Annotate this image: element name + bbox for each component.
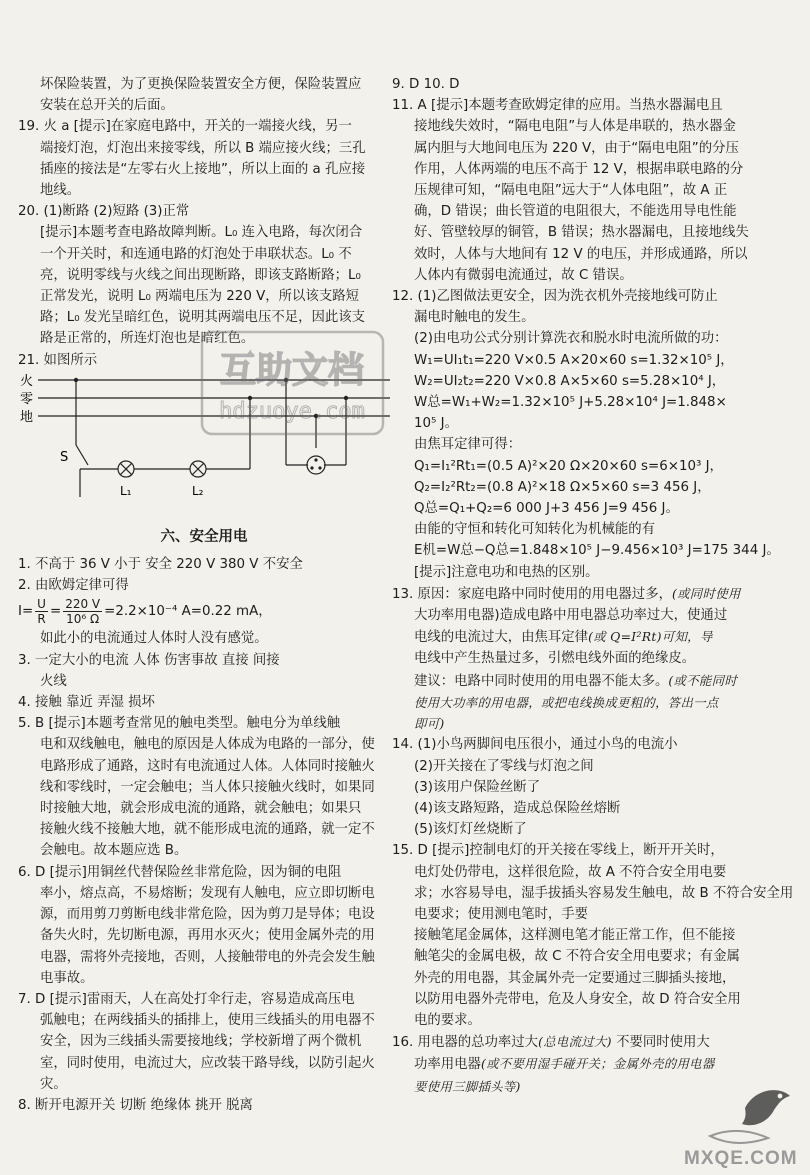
answer-13-line: 电线中产生热量过多，引燃电线外面的绝缘皮。 [414, 651, 696, 667]
left-column [18, 74, 390, 1116]
eq-suffix: =2.2×10⁻⁴ A=0.22 mA， [104, 604, 272, 620]
eq-mid: = [49, 604, 62, 620]
answer-14-line: 14. (1)小鸟两脚间电压很小，通过小鸟的电流小 [392, 737, 678, 753]
answer-20-line: 20. (1)断路 (2)短路 (3)正常 [18, 204, 190, 220]
answer-16-line [392, 1031, 796, 1053]
answer-s5-line: 电路形成了通路，这时有电流通过人体。人体同时接触火 [40, 758, 375, 774]
answer-12-line: (2)由电功公式分别计算洗衣和脱水时电流所做的功： [414, 331, 728, 347]
answer-12-line: 由能的守恒和转化可知转化为机械能的有 [414, 522, 656, 538]
answer-12-line: Q₂=I₂²Rt₂=(0.8 A)²×18 Ω×5×60 s=3 456 J， [414, 479, 711, 495]
handwritten-note: (或同时使用 [671, 585, 741, 601]
corner-logo-text: MXQE.COM [684, 1148, 798, 1169]
answer-11-line: 人体内有微弱电流通过，故 C 错误。 [414, 267, 633, 283]
answer-13-line [392, 626, 796, 648]
answer-s4: 4. 接触 靠近 弄湿 损坏 [18, 695, 155, 711]
answer-14-line: (2)开关接在了零线与灯泡之间 [414, 758, 594, 774]
answer-14-line: (5)该灯灯丝烧断了 [414, 822, 527, 838]
answer-11-line: 压规律可知，“隔电电阻”远大于“人体电阻”，故 A 正 [414, 183, 728, 199]
answer-s7-line: 弧触电；在两线插头的插排上，使用三线插头的用电器不 [40, 1013, 375, 1029]
answer-s2-intro: 2. 由欧姆定律可得 [18, 578, 129, 594]
answer-12-line: W₂=UI₂t₂=220 V×0.8 A×5×60 s=5.28×10⁴ J， [414, 373, 726, 389]
answer-20-line: 路；L₀ 发光呈暗红色，说明其两端电压不足，因此该支 [40, 310, 366, 326]
answer-14-line: (3)该用户保险丝断了 [414, 779, 541, 795]
answer-15-line: 接触笔尾金属体，这样测电笔才能正常工作，但不能接 [414, 928, 736, 944]
socket-icon [307, 456, 325, 474]
lamp-l1-icon [118, 461, 134, 477]
answer-12-line: W总=W₁+W₂=1.32×10⁵ J+5.28×10⁴ J=1.848× [414, 395, 727, 411]
answer-13-handwritten: 即可) [414, 716, 445, 732]
answer-9-10: 9. D 10. D [392, 77, 460, 92]
answer-13-handwritten: 使用大功率的用电器，或把电线换成更粗的，答出一点 [414, 694, 719, 710]
answer-20-line: 路是正常的，所连灯泡也是暗红色。 [40, 331, 255, 347]
handwritten-note: (或不要用湿手碰开关；金属外壳的用电器 [480, 1056, 715, 1072]
right-column [392, 74, 796, 1097]
answer-15-line: 电的要求。 [414, 1012, 481, 1028]
fraction-numerator: 220 V [65, 596, 101, 611]
answer-s7-line: 7. D [提示]雷雨天，人在高处打伞行走，容易造成高压电 [18, 991, 355, 1007]
answer-14-line: (4)该支路短路，造成总保险丝熔断 [414, 800, 621, 816]
answer-15-line: 外壳的用电器，其金属外壳一定要通过三脚插头接地， [414, 970, 736, 986]
watermark-cn-text: 互助文档 [219, 350, 365, 391]
answer-13-line: 大功率用电器)造成电路中用电器总功率过大，使通过 [414, 608, 728, 624]
answer-21-label: 21. 如图所示 [18, 352, 98, 368]
answer-12-line: [提示]注意电功和电热的区别。 [414, 564, 599, 580]
answer-s6-line: 6. D [提示]用铜丝代替保险丝非常危险，因为铜的电阻 [18, 864, 342, 880]
eq-prefix: I= [18, 604, 34, 620]
text-run: 功率用电器 [414, 1057, 481, 1073]
text-run: 不要同时使用大 [611, 1035, 710, 1051]
ground-wire-label: 地 [20, 409, 34, 425]
answer-20-line: 一个开关时，和连通电路的灯泡处于串联状态。L₀ 不 [40, 246, 352, 262]
answer-12-line: 由焦耳定律可得： [414, 437, 522, 453]
fraction-values [63, 597, 102, 626]
fire-wire-label: 火 [20, 373, 34, 389]
switch-blade [76, 445, 88, 465]
answer-s5-line: 5. B [提示]本题考查常见的触电类型。触电分为单线触 [18, 716, 341, 732]
answer-15-line: 求；水容易导电，湿手拔插头容易发生触电，故 B 不符合安全用电要求；使用测电笔时，手要 [414, 885, 794, 922]
answer-11-line: 作用，人体两端的电压不高于 12 V，根据串联电路的分 [414, 161, 744, 177]
answer-s2-equation [18, 596, 390, 628]
watermark-svg [200, 330, 385, 436]
fraction-denominator: 10⁶ Ω [66, 611, 100, 626]
answer-s6-line: 率小，熔点高，不易熔断；发现有人触电，应立即切断电 [40, 885, 375, 901]
text-run: 16. 用电器的总功率过大 [392, 1035, 539, 1051]
section-title: 六、安全用电 [160, 528, 248, 545]
answer-s6-line: 源，而用剪刀剪断电线非常危险，因为剪刀是导体；电设 [40, 907, 375, 923]
answer-20-line: 正常发光，说明 L₀ 两端电压为 220 V，所以该支路短 [40, 289, 359, 305]
answer-11-line: 效时，人体与大地间有 12 V 的电压，并形成通路，所以 [414, 246, 748, 262]
answer-19-line: 19. 火 a [提示]在家庭电路中，开关的一端接火线，另一 [18, 119, 352, 135]
answer-s8: 8. 断开电源开关 切断 绝缘体 挑开 脱离 [18, 1097, 253, 1113]
answer-s5-line: 线和零线时，一定会触电；当人体只接触火线时，如果同 [40, 779, 375, 795]
answer-s5-line: 会触电。故本题应选 B。 [40, 843, 188, 859]
zero-wire-label: 零 [20, 391, 34, 407]
answer-s3-line: 3. 一定大小的电流 人体 伤害事故 直接 间接 [18, 652, 280, 668]
answer-12-line: E机=W总−Q总=1.848×10⁵ J−9.456×10³ J=175 344 J。 [414, 543, 780, 559]
answer-19-line: 地线。 [40, 183, 81, 199]
answer-12-line: 12. (1)乙图做法更安全，因为洗衣机外壳接地线可防止 [392, 289, 718, 305]
answer-11-line: 接地线失效时，“隔电电阻”与人体是串联的，热水器金 [414, 119, 736, 135]
answer-15-line: 电灯处仍带电，这样很危险，故 A 不符合安全用电要 [414, 864, 727, 880]
answer-s5-line: 接触火线不接触大地，就不能形成电流的通路，就一定不 [40, 822, 375, 838]
answer-12-line: 漏电时触电的发生。 [414, 310, 535, 326]
answer-11-line: 好、管壁较厚的铜管，B 错误；热水器漏电，且接地线失 [414, 225, 749, 241]
answer-13-line [392, 670, 796, 692]
text-run: 13. 原因：家庭电路中同时使用的用电器过多， [392, 586, 672, 602]
answer-12-line: Q₁=I₁²Rt₁=(0.5 A)²×20 Ω×20×60 s=6×10³ J， [414, 458, 723, 474]
answer-s5-line: 时接触大地，就会形成电流的通路，就会触电；如果只 [40, 801, 362, 817]
answer-20-line: [提示]本题考查电路故障判断。L₀ 连入电路，每次闭合 [40, 225, 363, 241]
answer-12-line: Q总=Q₁+Q₂=6 000 J+3 456 J=9 456 J。 [414, 501, 679, 517]
answer-11-line: 确，D 错误；曲长管道的电阻很大，不能选用导电性能 [414, 204, 737, 220]
answer-s6-line: 电事故。 [40, 970, 94, 986]
answer-11-line: 11. A [提示]本题考查欧姆定律的应用。当热水器漏电且 [392, 98, 723, 114]
answer-19-line: 插座的接法是“左零右火上接地”，所以上面的 a 孔应接 [40, 161, 366, 177]
answer-16-handwritten: 要使用三脚插头等) [414, 1078, 521, 1094]
handwritten-note: (总电流过大) [538, 1034, 612, 1050]
answer-s7-line: 室，同时使用，电流过大，应改装干路导线，以防引起火灾。 [40, 1055, 375, 1092]
answer-11-line: 属内胆与大地间电压为 220 V，由于“隔电电阻”的分压 [414, 140, 739, 156]
fraction-numerator: U [37, 596, 46, 611]
answer-s5-line: 电和双线触电，触电的原因是人体成为电路的一部分，使 [40, 737, 375, 753]
answer-15-line: 以防用电器外壳带电，危及人身安全，故 D 符合安全用 [414, 991, 741, 1007]
lamp-l2-label: L₂ [192, 483, 204, 498]
answer-s1: 1. 不高于 36 V 小于 安全 220 V 380 V 不安全 [18, 557, 303, 573]
lamp-l2-icon [190, 461, 206, 477]
answer-12-line: W₁=UI₁t₁=220 V×0.5 A×20×60 s=1.32×10⁵ J， [414, 352, 734, 368]
fraction-u-r [35, 597, 48, 626]
handwritten-note: (或不能同时 [668, 672, 738, 688]
fraction-denominator: R [37, 611, 46, 626]
text-run: 建议：电路中同时使用的用电器不能太多。 [414, 673, 669, 689]
answer-15-line: 触笔尖的金属电极，故 C 不符合安全用电要求；有金属 [414, 949, 740, 965]
text-run: 电线的电流过大，由焦耳定律 [414, 630, 589, 646]
answer-19-line: 端接灯泡，灯泡出来接零线，所以 B 端应接火线；三孔 [40, 140, 366, 156]
watermark-stamp [200, 330, 385, 436]
continued-line-1: 坏保险装置，为了更换保险装置安全方便，保险装置应 [40, 77, 362, 92]
answer-20-line: 亮，说明零线与火线之间出现断路，即该支路断路；L₀ [40, 267, 361, 283]
handwritten-note: (或 Q=I²Rt)可知，导 [588, 629, 713, 645]
answer-s6-line: 备失火时，先切断电源，再用水灭火；使用金属外壳的用 [40, 928, 375, 944]
watermark-url-text: hdzuoye.com [219, 399, 365, 424]
lamp-l1-label: L₁ [120, 483, 132, 498]
answer-s6-line: 电器，需将外壳接地，否则，人接触带电的外壳会发生触 [40, 949, 375, 965]
switch-label: S [60, 449, 69, 465]
answer-15-line: 15. D [提示]控制电灯的开关接在零线上，断开开关时， [392, 843, 724, 859]
answer-16-line [392, 1053, 796, 1075]
continued-line-2: 安装在总开关的后面。 [40, 98, 174, 114]
answer-s3-line: 火线 [40, 673, 67, 689]
answer-s7-line: 安全，因为三线插头需要接地线；学校新增了两个微机 [40, 1034, 362, 1050]
answer-s2-note: 如此小的电流通过人体时人没有感觉。 [40, 631, 268, 647]
answer-13-line [392, 583, 796, 605]
answer-12-line: 10⁵ J。 [414, 416, 459, 432]
